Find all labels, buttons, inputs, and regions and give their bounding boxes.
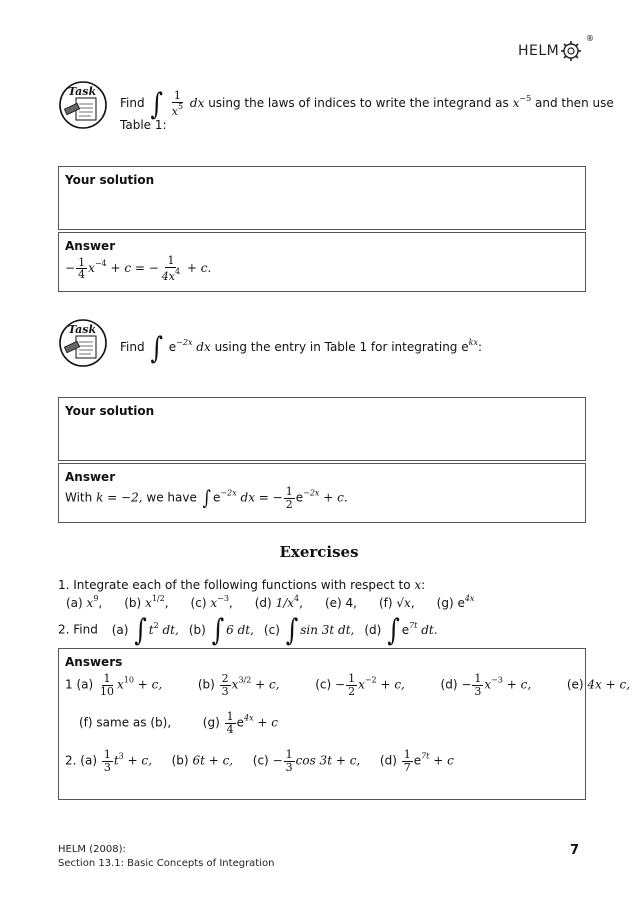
registered-mark: ® [586, 34, 594, 43]
footer-section: Section 13.1: Basic Concepts of Integration [58, 858, 275, 869]
task-icon [58, 80, 108, 130]
exercise-1-item: (b) $x^{1/2}$, [124, 594, 169, 610]
exercise-1-item: (g) $e^{4x}$ [436, 594, 475, 610]
exercise-2-prompt: 2. Find (a) ∫ $t^2$ dt, (b) ∫ 6 dt, (c) ∫ sin 3t dt, (d) ∫ $e^{7t}$ dt. [58, 612, 438, 648]
answers-row-2: (f) same as (b), (g) $\frac{1}{4}$ $e^{4x} + c$ [79, 710, 279, 736]
exercises-heading: Exercises [279, 543, 359, 561]
solution-title: Your solution [65, 404, 155, 418]
task-badge-label: Task [68, 323, 97, 336]
exercise-2-item: (b) ∫ 6 dt, [188, 612, 254, 648]
answer-title: Answer [65, 239, 116, 253]
exercise-1-items [66, 594, 496, 610]
task2-statement: Find ∫ $e^{-2x}$ dx using the entry in Table 1 for integrating $e^{kx}$: [120, 330, 483, 365]
exercise-2-item: (d) ∫ $e^{7t}$ dt. [364, 612, 438, 648]
exercise-2-item: (a) ∫ $t^2$ dt, [111, 612, 179, 648]
answer-box-1 [58, 232, 586, 292]
exercise-1-item: (a) $x^9$, [66, 594, 103, 610]
exercise-1-prompt: 1. Integrate each of the following functions with respect to x: [58, 578, 426, 592]
answers-row-3: 2. (a) $\frac{1}{3}$ $t^3 + c$, (b) 6t + c, (c) − $\frac{1}{3}$ cos 3t + c, (d) $\frac{1}{7}$ $e^{7t} + c$ [65, 748, 454, 774]
answer-1-expression: − $\frac{1}{4}$ $x^{-4} + c$ = − $\frac{1}{4x^4}$ + c. [65, 254, 212, 283]
gear-logo-icon [560, 40, 582, 62]
logo-text: HELM [518, 43, 560, 59]
solution-title: Your solution [65, 173, 155, 187]
answers-row-1: 1 (a) $\frac{1}{10}$ $x^{10} + c$, (b) $\frac{2}{3}$ $x^{3/2} + c$, (c) − $\frac{1}{2}$ $x^{-2} + c$, (d) − $\frac{1}{3}$ $x^{-3} + c$, (e) 4x + c, [65, 672, 631, 698]
exercise-2-item: (c) ∫ sin 3t dt, [263, 612, 355, 648]
exercise-1-item: (c) $x^{-3}$, [190, 594, 233, 610]
exercise-1-item: (e) 4, [324, 596, 357, 610]
footer-source: HELM (2008): [58, 844, 126, 855]
task1-statement: Find ∫ $\frac{1}{x^5}$ dx using the laws of indices to write the integrand as $x^{-5}$ and then use [120, 86, 614, 122]
solution-box-1[interactable] [58, 166, 586, 230]
solution-box-2[interactable] [58, 397, 586, 461]
helm-logo [518, 34, 594, 62]
answers-box [58, 648, 631, 800]
answer-box-2 [58, 463, 586, 523]
answer-2-expression: With k = −2, we have ∫ $e^{-2x}$ dx = − $\frac{1}{2}$ $e^{-2x} + c$. [65, 485, 348, 511]
task1-statement-line2: Table 1: [120, 118, 167, 132]
task-icon [58, 318, 108, 368]
task-badge-label: Task [68, 85, 97, 98]
answers-title: Answers [65, 655, 123, 669]
answer-title: Answer [65, 470, 116, 484]
exercise-1-item: (f) √x, [378, 596, 415, 610]
page-number: 7 [570, 843, 580, 858]
exercise-1-item: (d) $1/x^4$, [254, 594, 303, 610]
